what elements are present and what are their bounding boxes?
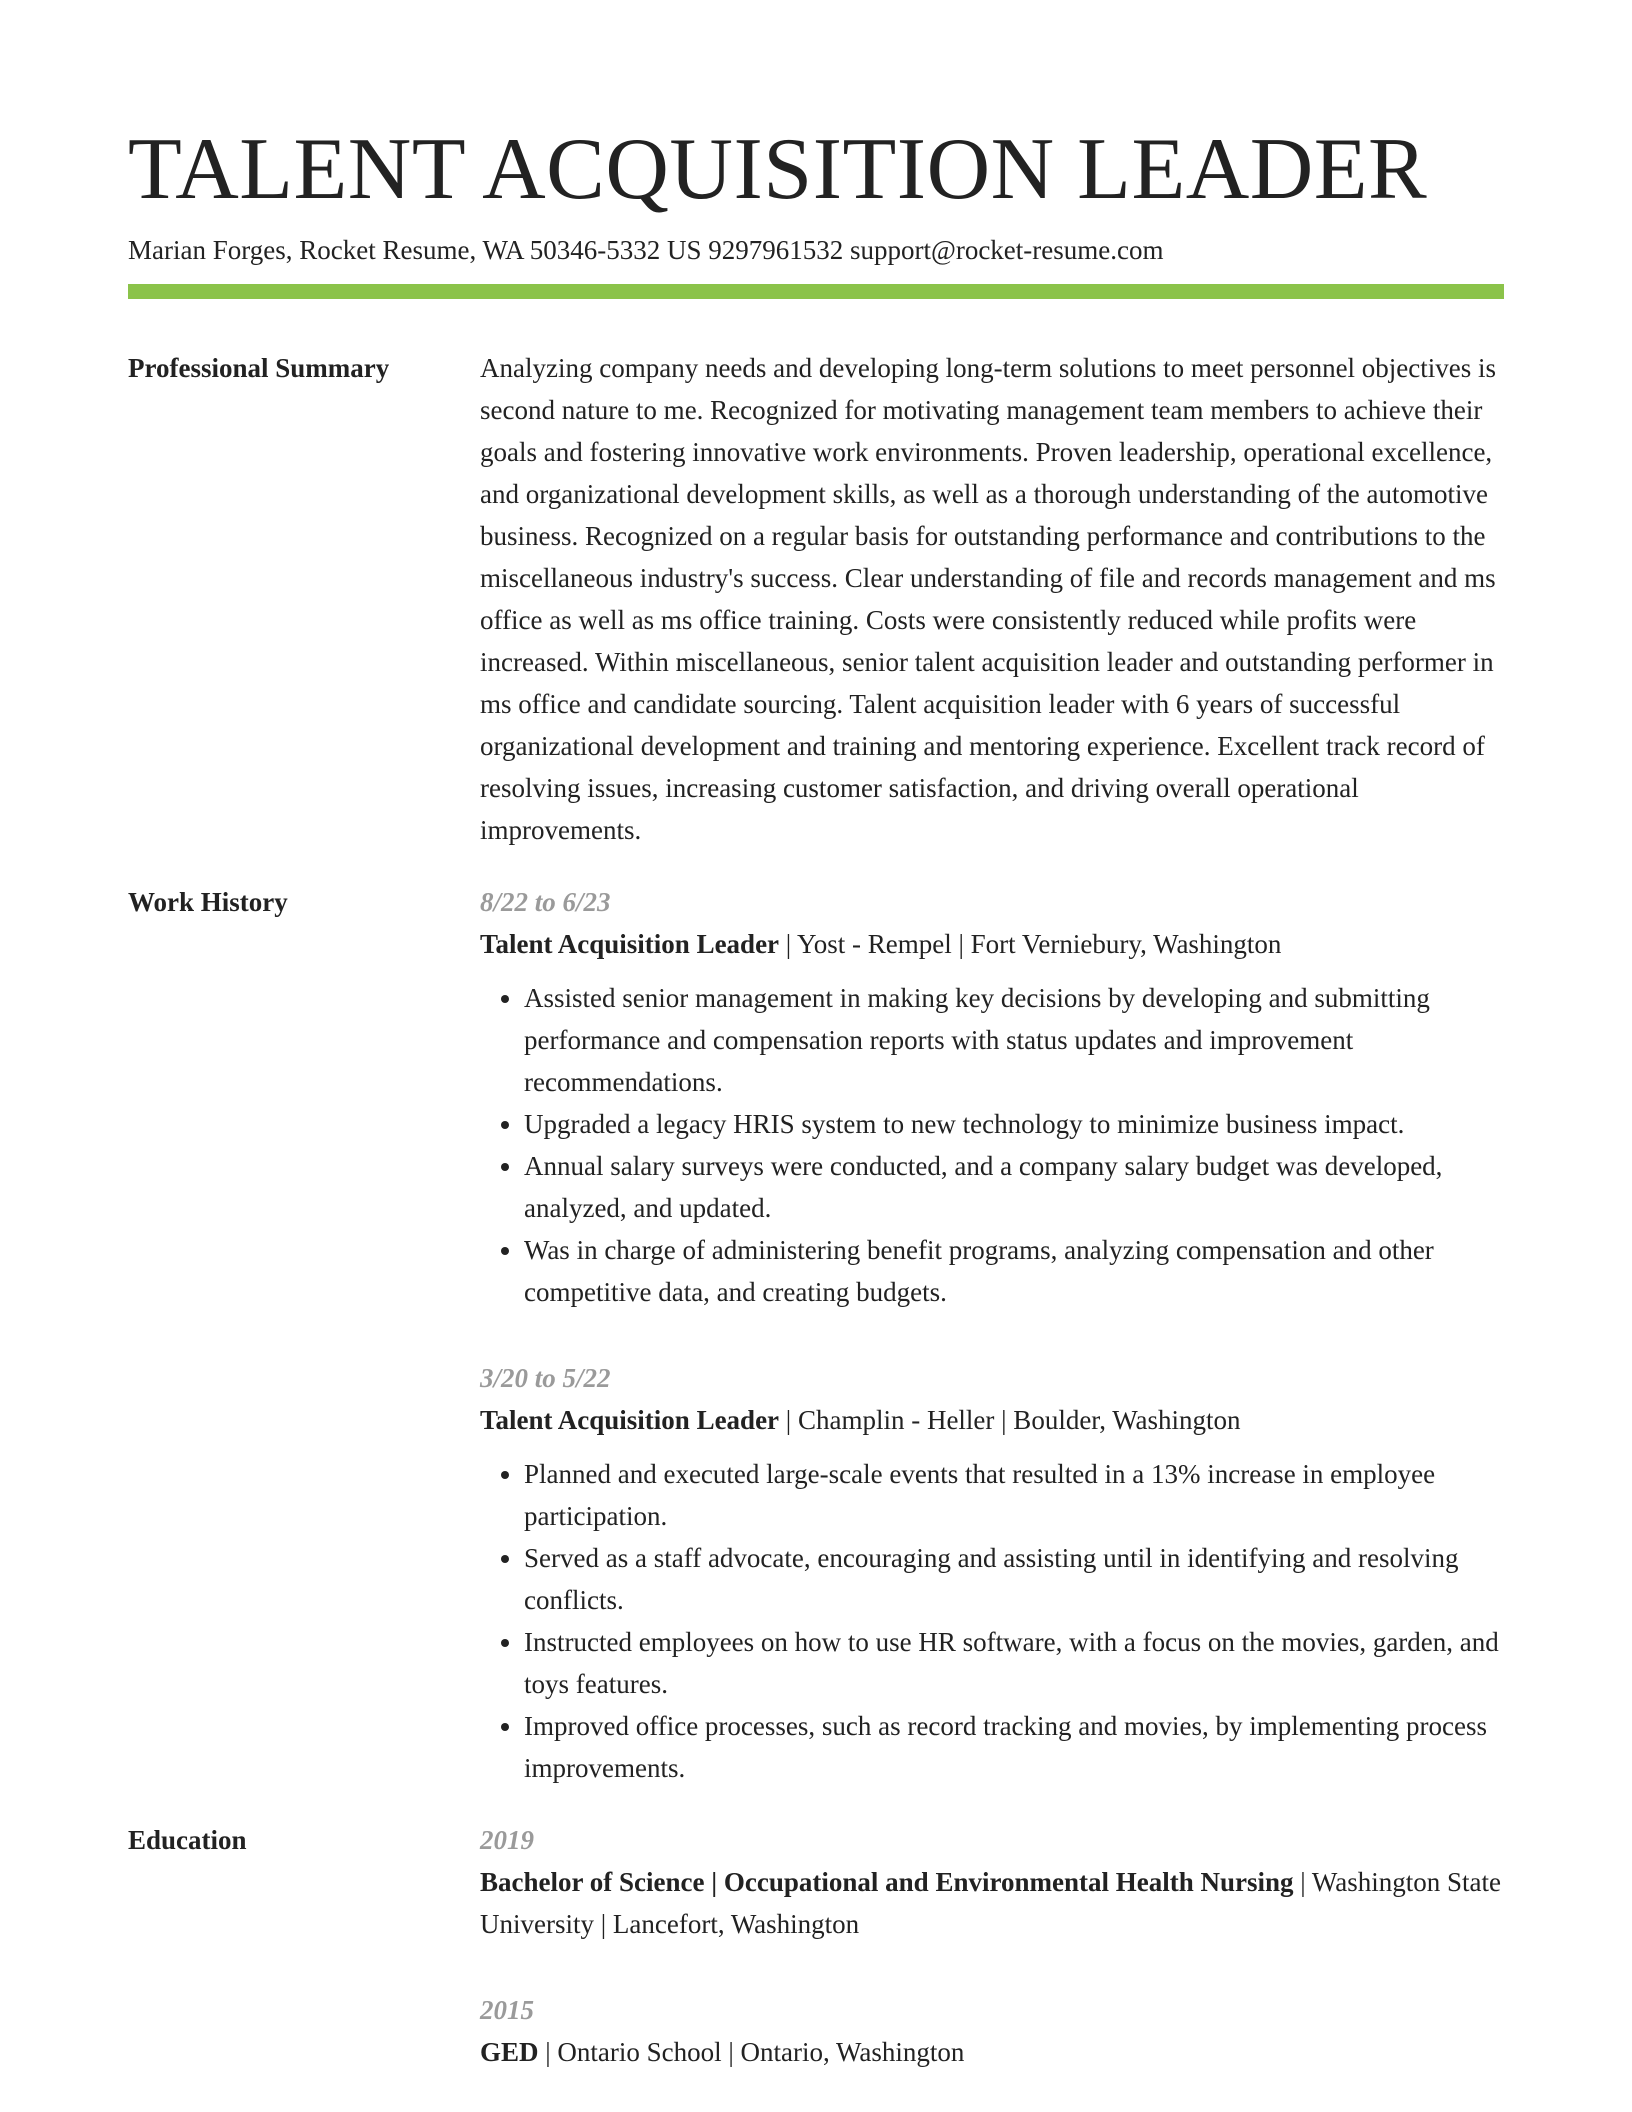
education-degree: Bachelor of Science | Occupational and Environmental Health Nursing <box>480 1867 1294 1897</box>
job-bullet: • Served as a staff advocate, encouraging and assisting until in identifying and resolving conflicts. <box>524 1537 1504 1621</box>
job-bullet: • Assisted senior management in making key decisions by developing and submitting performance and compensation reports with status updates and improvement recommendations. <box>524 977 1504 1103</box>
education-degree: GED <box>480 2037 539 2067</box>
job-bullet: • Was in charge of administering benefit programs, analyzing compensation and other competitive data, and creating budgets. <box>524 1229 1504 1313</box>
summary-text: Analyzing company needs and developing long-term solutions to meet personnel objectives is second nature to me. Recognized for motivating management team members to achieve their goals and fostering innovative work environments. Proven leadership, operational excellence, and organizational development skills, as well as a thorough understanding of the automotive business. Recognized on a regular basis for outstanding performance and contributions to the miscellaneous industry's success. Clear understanding of file and records management and ms office as well as ms office training. Costs were consistently reduced while profits were increased. Within miscellaneous, senior talent acquisition leader and outstanding performer in ms office and candidate sourcing. Talent acquisition leader with 6 years of successful organizational development and training and mentoring experience. Excellent track record of resolving issues, increasing customer satisfaction, and driving overall operational improvements. <box>480 353 1497 845</box>
education-details: | Washington State University | Lancefort, Washington <box>480 1867 1501 1939</box>
job-entry <box>480 881 1504 1313</box>
education-heading-line <box>480 1861 1504 1945</box>
job-bullet: • Improved office processes, such as record tracking and movies, by implementing process improvements. <box>524 1705 1504 1789</box>
education-body <box>480 1819 1504 2073</box>
job-dates: 8/22 to 6/23 <box>480 887 611 917</box>
job-bullets <box>480 1453 1504 1789</box>
summary-section <box>128 347 1504 851</box>
education-section <box>128 1819 1504 2073</box>
job-bullet: • Upgraded a legacy HRIS system to new technology to minimize business impact. <box>524 1103 1504 1145</box>
resume-title: TALENT ACQUISITION LEADER <box>128 121 1428 218</box>
education-details: | Ontario School | Ontario, Washington <box>538 2037 965 2067</box>
summary-heading: Professional Summary <box>128 353 390 383</box>
work-history-section <box>128 881 1504 1789</box>
job-entry <box>480 1357 1504 1789</box>
work-history-heading: Work History <box>128 887 288 917</box>
job-bullets <box>480 977 1504 1313</box>
job-bullet: • Planned and executed large-scale events that resulted in a 13% increase in employee participation. <box>524 1453 1504 1537</box>
job-title: Talent Acquisition Leader <box>480 929 780 959</box>
accent-divider <box>128 284 1504 299</box>
job-bullet: • Instructed employees on how to use HR software, with a focus on the movies, garden, and toys features. <box>524 1621 1504 1705</box>
education-heading-line <box>480 2031 1504 2073</box>
job-heading <box>480 923 1504 965</box>
education-year: 2019 <box>480 1825 534 1855</box>
summary-body <box>480 347 1504 851</box>
resume-page <box>128 120 1504 2073</box>
contact-line: Marian Forges, Rocket Resume, WA 50346-5332 US 9297961532 support@rocket-resume.com <box>128 235 1164 265</box>
job-heading <box>480 1399 1504 1441</box>
education-entry <box>480 1989 1504 2073</box>
job-details: | Champlin - Heller | Boulder, Washington <box>779 1405 1241 1435</box>
job-details: | Yost - Rempel | Fort Verniebury, Washington <box>779 929 1282 959</box>
job-bullet: • Annual salary surveys were conducted, and a company salary budget was developed, analyzed, and updated. <box>524 1145 1504 1229</box>
job-dates: 3/20 to 5/22 <box>480 1363 611 1393</box>
job-title: Talent Acquisition Leader <box>480 1405 780 1435</box>
work-history-body <box>480 881 1504 1789</box>
education-heading: Education <box>128 1825 247 1855</box>
education-entry <box>480 1819 1504 1945</box>
education-year: 2015 <box>480 1995 534 2025</box>
